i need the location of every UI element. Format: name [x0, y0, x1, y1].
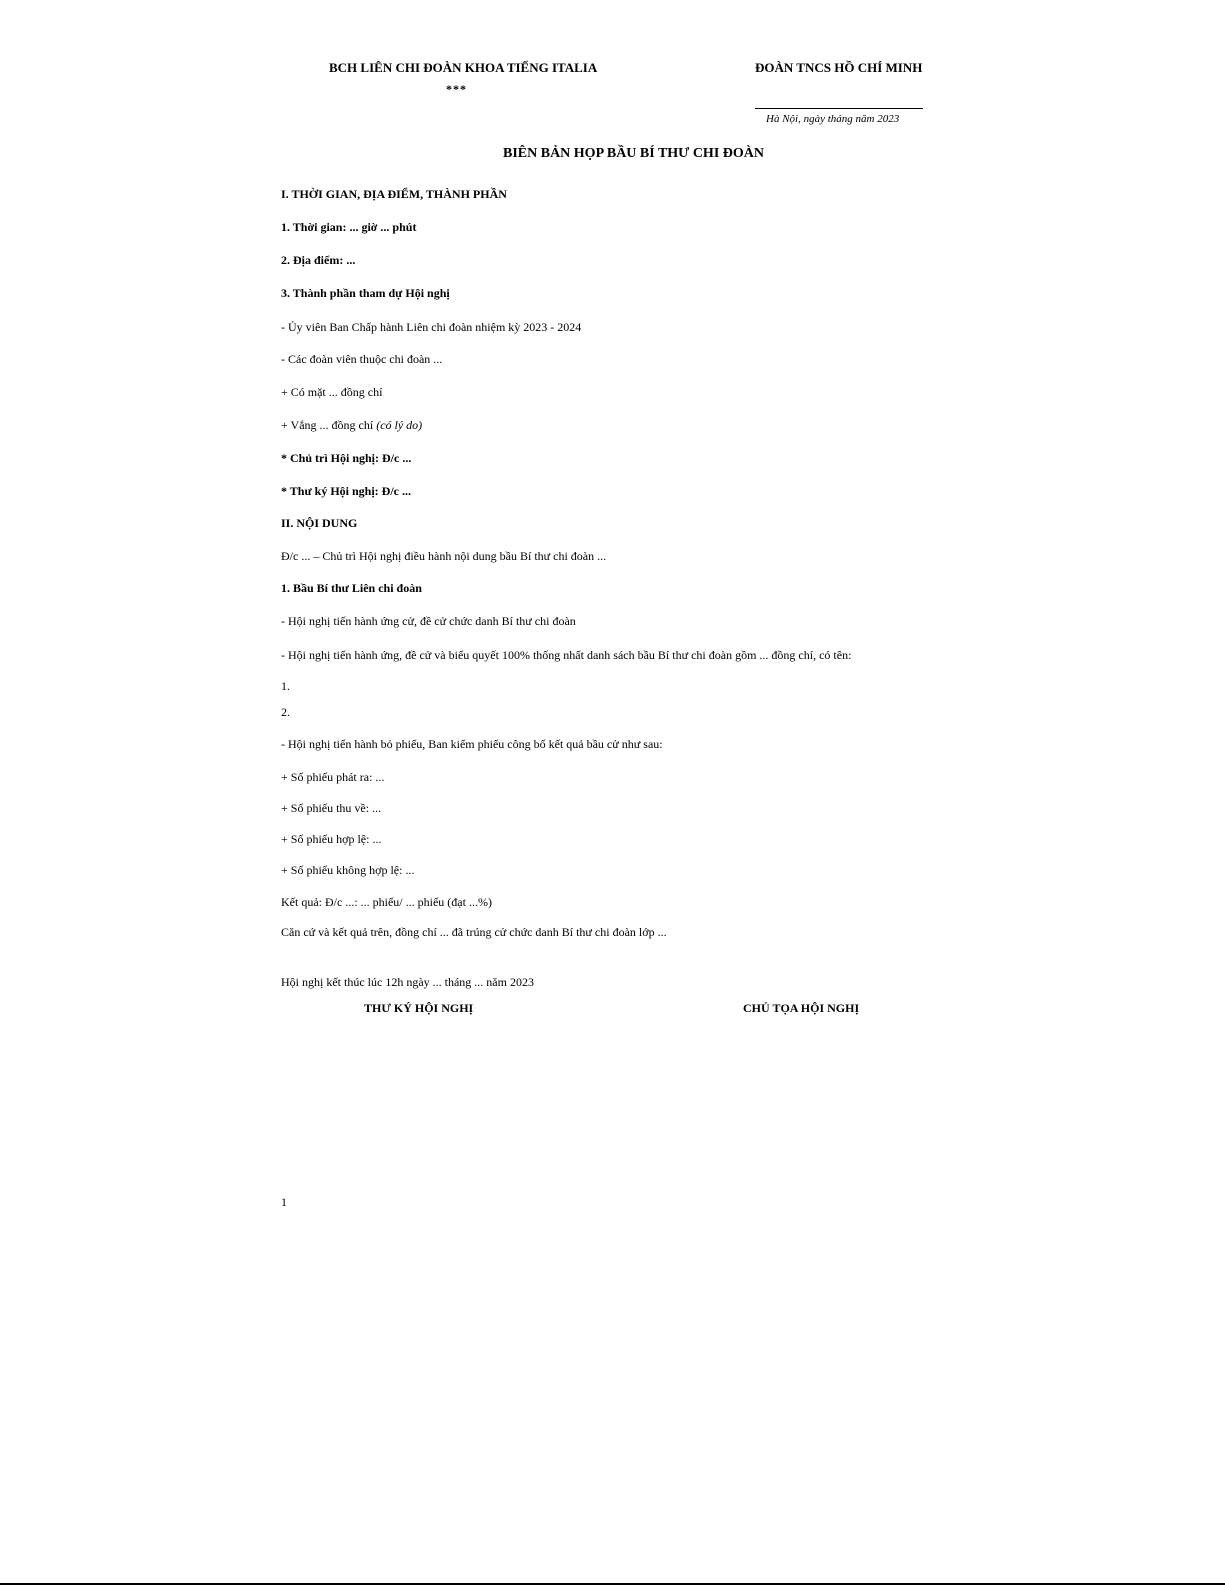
meeting-closing: Hội nghị kết thúc lúc 12h ngày ... tháng ... năm 2023 [281, 975, 534, 989]
section-2-heading: II. NỘI DUNG [281, 516, 358, 530]
candidate-list-item: 1. [281, 679, 290, 693]
ballot-count-line: + Số phiếu thu về: ... [281, 801, 382, 815]
meeting-secretary: * Thư ký Hội nghị: Đ/c ... [281, 484, 412, 498]
section-1-heading: I. THỜI GIAN, ĐỊA ĐIỂM, THÀNH PHẦN [281, 187, 507, 201]
absent-reason: (có lý do) [376, 418, 423, 432]
absent-line [281, 418, 422, 433]
content-line: - Hội nghị tiến hành bỏ phiếu, Ban kiểm phiếu công bố kết quả bầu cử như sau: [281, 737, 663, 751]
right-organization-name: ĐOÀN TNCS HỒ CHÍ MINH [755, 60, 923, 75]
left-organization-stars: *** [446, 82, 467, 96]
document-title: BIÊN BẢN HỌP BẦU BÍ THƯ CHI ĐOÀN [503, 146, 764, 161]
ballot-count-line: + Số phiếu không hợp lệ: ... [281, 863, 415, 877]
ballot-count-line: + Số phiếu hợp lệ: ... [281, 832, 382, 846]
date-line: Hà Nội, ngày tháng năm 2023 [766, 113, 900, 125]
participant-line: - Ủy viên Ban Chấp hành Liên chi đoàn nhiệm kỳ 2023 - 2024 [281, 320, 582, 334]
content-line: - Hội nghị tiến hành ứng, đề cử và biểu quyết 100% thống nhất danh sách bầu Bí thư chi đoàn gồm ... đồng chí, có tên: [281, 648, 852, 662]
left-organization-name: BCH LIÊN CHI ĐOÀN KHOA TIẾNG ITALIA [329, 60, 598, 75]
meeting-chair: * Chủ trì Hội nghị: Đ/c ... [281, 451, 412, 465]
participants-heading: 3. Thành phần tham dự Hội nghị [281, 286, 450, 300]
election-conclusion: Căn cứ và kết quả trên, đồng chí ... đã trúng cử chức danh Bí thư chi đoàn lớp ... [281, 925, 667, 939]
chair-signature-title: CHỦ TỌA HỘI NGHỊ [743, 1001, 860, 1015]
section-2-intro: Đ/c ... – Chủ trì Hội nghị điều hành nội dung bầu Bí thư chi đoàn ... [281, 549, 607, 563]
meeting-place: 2. Địa điểm: ... [281, 253, 356, 267]
participant-line: - Các đoàn viên thuộc chi đoàn ... [281, 352, 443, 366]
absent-count: + Vắng ... đồng chí [281, 418, 377, 432]
content-line: - Hội nghị tiến hành ứng cử, đề cử chức danh Bí thư chi đoàn [281, 614, 576, 628]
election-result: Kết quả: Đ/c ...: ... phiếu/ ... phiếu (đạt ...%) [281, 895, 492, 909]
meeting-time: 1. Thời gian: ... giờ ... phút [281, 220, 417, 234]
page-number: 1 [281, 1195, 287, 1209]
candidate-list-item: 2. [281, 705, 290, 719]
participant-line: + Có mặt ... đồng chí [281, 385, 383, 399]
date-divider [755, 108, 923, 109]
secretary-signature-title: THƯ KÝ HỘI NGHỊ [364, 1001, 474, 1015]
election-subheading: 1. Bầu Bí thư Liên chi đoàn [281, 581, 422, 595]
ballot-count-line: + Số phiếu phát ra: ... [281, 770, 385, 784]
